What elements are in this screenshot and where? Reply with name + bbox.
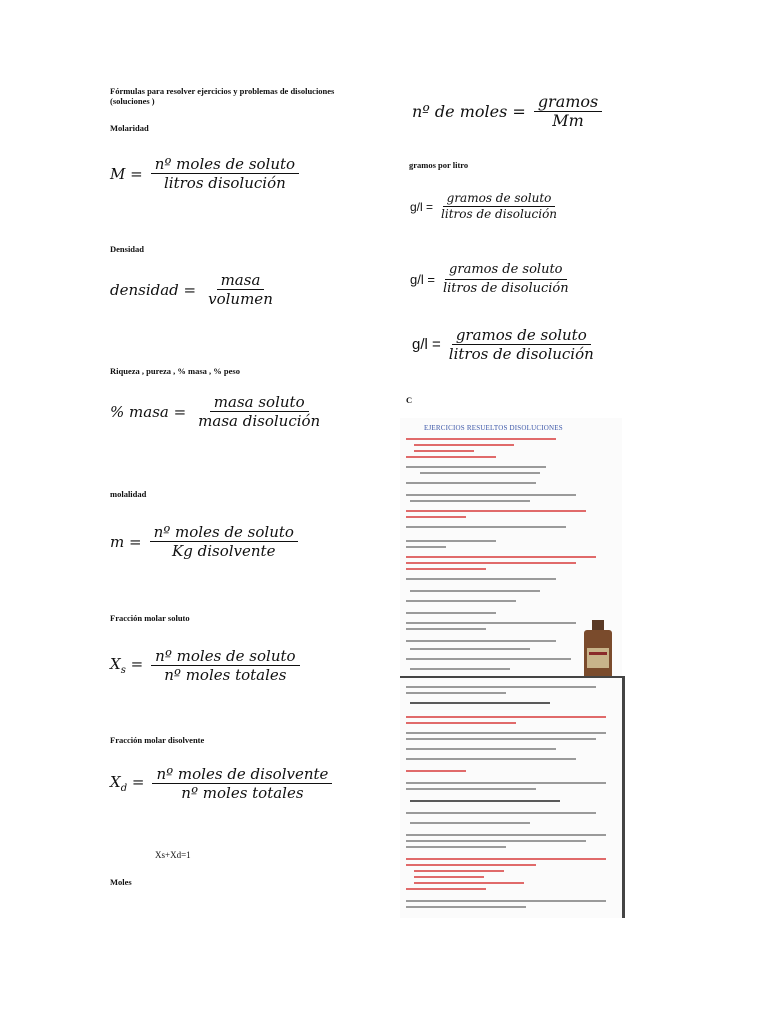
fraccion-disolvente-formula: $X_d$ = $\frac{\text{nº moles de disolvente}}{\text{nº moles totales}}$ [110,766,332,801]
document-title: Fórmulas para resolver ejercicios y problemas de disoluciones (soluciones ) [110,86,335,106]
formula-denominator: litros disolución [164,174,286,192]
gpl-formula-3 [412,327,598,362]
fraction-sum: Xs+Xd=1 [155,850,191,860]
formula-numerator: nº moles de disolvente [152,766,332,784]
densidad-heading: Densidad [110,244,145,254]
molalidad-heading: molalidad [110,489,147,499]
c-label: C [406,395,413,405]
scan-title: EJERCICIOS RESUELTOS DISOLUCIONES [424,424,563,432]
formula-lhs: densidad = [110,280,197,299]
formula-lhs: M = [110,164,143,183]
formula-numerator: masa soluto [210,394,309,412]
fraccion-soluto-heading: Fracción molar soluto [110,613,190,623]
gpl-formula-1 [410,192,561,221]
formula-lhs: X [110,773,121,791]
formula-subscript: d [120,783,128,794]
formula-lhs: nº de moles = [412,102,526,121]
formula-lhs: % masa = [110,402,187,421]
riqueza-formula [110,394,324,429]
formula-denominator: Kg disolvente [172,542,276,560]
formula-numerator: gramos de soluto [452,327,591,345]
scanned-exercises-top [400,418,622,676]
moles-heading: Moles [110,877,132,887]
formula-denominator: litros de disolución [442,281,569,296]
formula-denominator: masa disolución [198,412,321,430]
molaridad-formula [110,156,299,191]
formula-denominator: nº moles totales [181,784,304,802]
scanned-exercises-bottom [400,676,625,918]
formula-numerator: nº moles de soluto [150,524,298,542]
formula-lhs: g/l = [410,272,435,287]
formula-lhs: X [110,655,121,673]
formula-numerator: gramos de soluto [445,262,566,280]
fraccion-disolvente-heading: Fracción molar disolvente [110,735,205,745]
gpl-formula-2 [410,262,573,297]
formula-lhs: g/l = [410,199,434,214]
formula-denominator: litros de disolución [441,207,558,221]
formula-lhs: m = [110,532,142,551]
riqueza-heading: Riqueza , pureza , % masa , % peso [110,366,240,376]
formula-denominator: Mm [552,111,584,130]
gramos-por-litro-heading: gramos por litro [409,160,469,170]
formula-denominator: litros de disolución [448,345,594,363]
molaridad-heading: Molaridad [110,123,149,133]
formula-denominator: volumen [208,290,273,308]
formula-numerator: nº moles de soluto [151,648,299,666]
formula-subscript: s [120,665,126,676]
formula-numerator: gramos [534,94,602,112]
formula-lhs: g/l = [412,336,441,353]
formula-denominator: nº moles totales [164,666,287,684]
densidad-formula [110,272,277,307]
fraccion-soluto-formula: $X_s$ = $\frac{\text{nº moles de soluto}}{\text{nº moles totales}}$ [110,648,300,683]
formula-numerator: nº moles de soluto [151,156,299,174]
molalidad-formula [110,524,298,559]
formula-numerator: masa [217,272,265,290]
formula-numerator: gramos de soluto [443,192,556,207]
moles-formula [412,94,602,129]
